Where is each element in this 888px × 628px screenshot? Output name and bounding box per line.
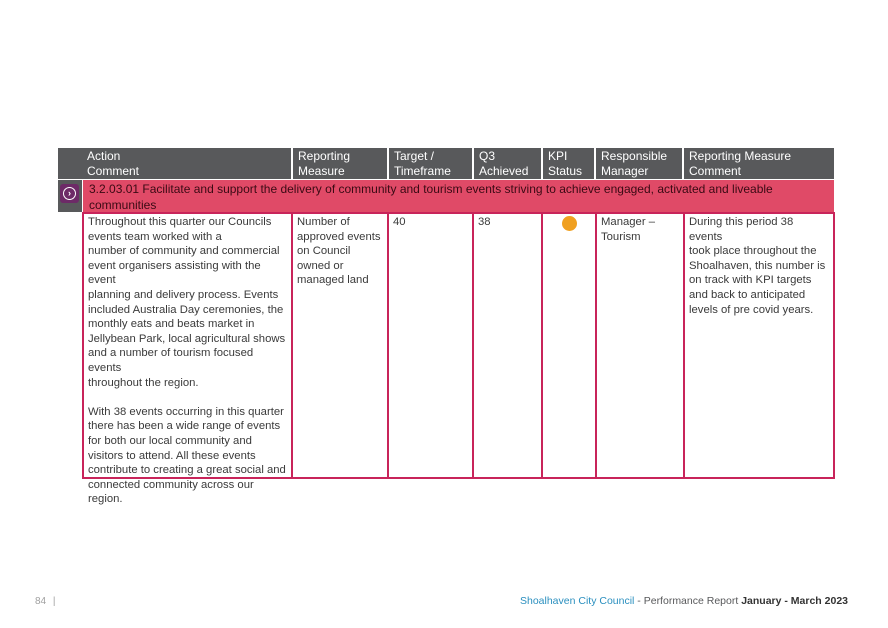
table-header-row: [58, 148, 834, 179]
action-icon-column: [58, 180, 82, 212]
kpi-status-indicator: [562, 216, 577, 231]
footer-title: Shoalhaven City Council - Performance Report January - March 2023: [519, 595, 848, 607]
header-q3-achieved: Q3 Achieved: [479, 149, 529, 178]
reporting-measure-comment-cell: During this period 38 events took place throughout the Shoalhaven, this number is on track with KPI targets and back to anticipated levels of pre covid years.: [689, 216, 826, 316]
header-target-timeframe: Target / Timeframe: [394, 149, 451, 178]
table-row: [82, 212, 835, 506]
achieved-cell: 38: [478, 216, 491, 228]
responsible-manager-cell: Manager – Tourism: [601, 216, 656, 243]
action-title: 3.2.03.01 Facilitate and support the delivery of community and tourism events striving to achieve engaged, activated and liveable communities: [83, 180, 834, 212]
header-reporting-measure: Reporting Measure: [298, 149, 351, 178]
header-kpi-status: KPI Status: [548, 149, 583, 178]
action-comment-cell: Throughout this quarter our Councils events team worked with a number of community and commercial event organisers assisting with the event planning and delivery process. Events included Australia Day ceremonies, the monthly eats and beats market in Jellybean Park, local agricultural shows and a number of tourism focused events throughout the region. With 38 events occurring in this quarter there has been a wide range of events for both our local community and visitors to attend. All these events contribute to creating a great social and connected community across our region.: [88, 216, 286, 506]
expand-action-button[interactable]: [60, 184, 79, 203]
target-cell: 40: [393, 216, 406, 228]
header-reporting-measure-comment: Reporting Measure Comment: [689, 149, 792, 178]
chevron-right-circle-icon: ›: [63, 187, 76, 200]
header-action-comment: Action Comment: [87, 149, 140, 178]
page-number: 84 |: [35, 596, 56, 607]
kpi-status-cell: [543, 214, 595, 477]
header-responsible-manager: Responsible Manager: [601, 149, 668, 178]
reporting-measure-cell: Number of approved events on Council owned or managed land: [297, 216, 381, 287]
